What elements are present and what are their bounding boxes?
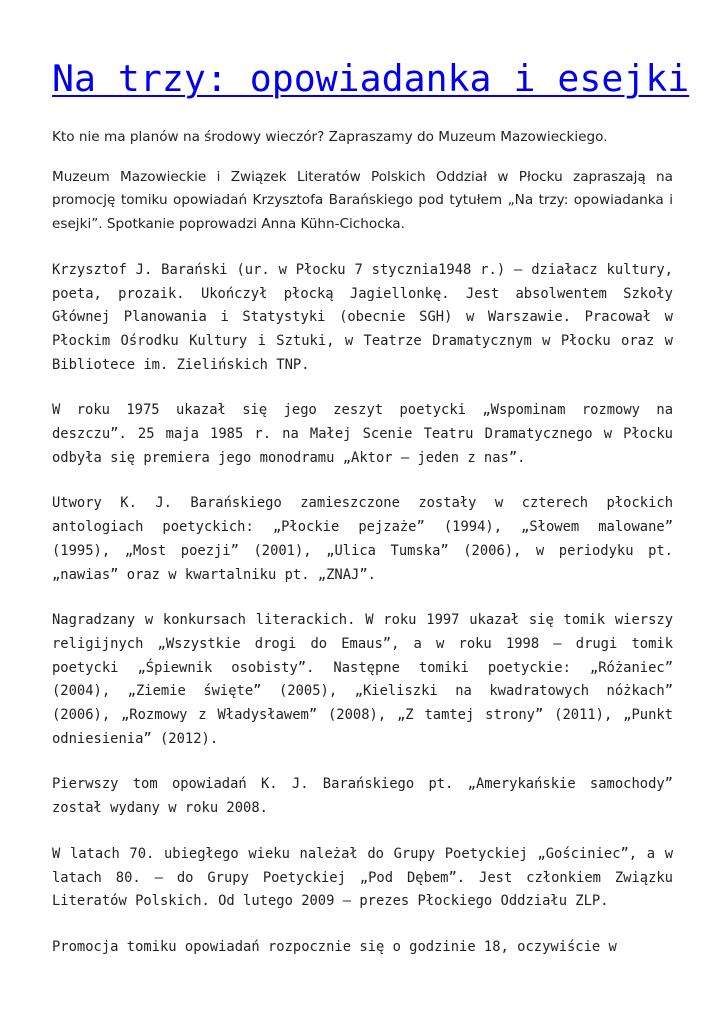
article-paragraph-biography: Krzysztof J. Barański (ur. w Płocku 7 stycznia1948 r.) – działacz kultury, poeta, prozaik. Ukończył płocką Jagiellonkę. Jest absolwentem Szkoły Głównej Planowania i Statystyki (obecnie SGH) w Warszawie. Pracował w Płockim Ośrodku Kultury i Sztuki, w Teatrze Dramatycznym w Płocku oraz w Bibliotece im. Zielińskich TNP.: [52, 261, 673, 373]
article-paragraph-promotion: Promocja tomiku opowiadań rozpocznie się o godzinie 18, oczywiście w: [52, 938, 617, 955]
article-title-link[interactable]: Na trzy: opowiadanka i esejki: [52, 57, 690, 100]
article: [52, 57, 690, 982]
article-title: [52, 57, 690, 100]
article-paragraph-anthologies: Utwory K. J. Barańskiego zamieszczone zostały w czterech płockich antologiach poetyckich: „Płockie pejzaże” (1994), „Słowem malowane” (1995), „Most poezji” (2001), „Ulica Tumska” (2006), w periodyku pt. „nawias” oraz w kwartalniku pt. „ZNAJ”.: [52, 495, 673, 583]
article-paragraph-awards: Nagradzany w konkursach literackich. W roku 1997 ukazał się tomik wierszy religijnych „Wszystkie drogi do Emaus”, a w roku 1998 – drugi tomik poetycki „Śpiewnik osobisty”. Następne tomiki poetyckie: „Różaniec” (2004), „Ziemie święte” (2005), „Kieliszki na kwadratowych nóżkach” (2006), „Rozmowy z Władysławem” (2008), „Z tamtej strony” (2011), „Punkt odniesienia” (2012).: [52, 612, 673, 747]
article-paragraph-invitation: Muzeum Mazowieckie i Związek Literatów Polskich Oddział w Płocku zapraszają na promocję tomiku opowiadań Krzysztofa Barańskiego pod tytułem „Na trzy: opowiadanka i esejki”. Spotkanie poprowadzi Anna Kühn-Cichocka.: [52, 168, 673, 233]
article-paragraph-1975: W roku 1975 ukazał się jego zeszyt poetycki „Wspominam rozmowy na deszczu”. 25 maja 1985 r. na Małej Scenie Teatru Dramatycznego w Płocku odbyła się premiera jego monodramu „Aktor – jeden z nas”.: [52, 402, 673, 466]
article-paragraph-groups: W latach 70. ubiegłego wieku należał do Grupy Poetyckiej „Gościniec”, a w latach 80. – do Grupy Poetyckiej „Pod Dębem”. Jest członkiem Związku Literatów Polskich. Od lutego 2009 – prezes Płockiego Oddziału ZLP.: [52, 845, 673, 910]
article-paragraph-intro: Kto nie ma planów na środowy wieczór? Zapraszamy do Muzeum Mazowieckiego.: [52, 129, 608, 145]
article-paragraph-first-stories: Pierwszy tom opowiadań K. J. Barańskiego pt. „Amerykańskie samochody” został wydany w roku 2008.: [52, 776, 673, 817]
